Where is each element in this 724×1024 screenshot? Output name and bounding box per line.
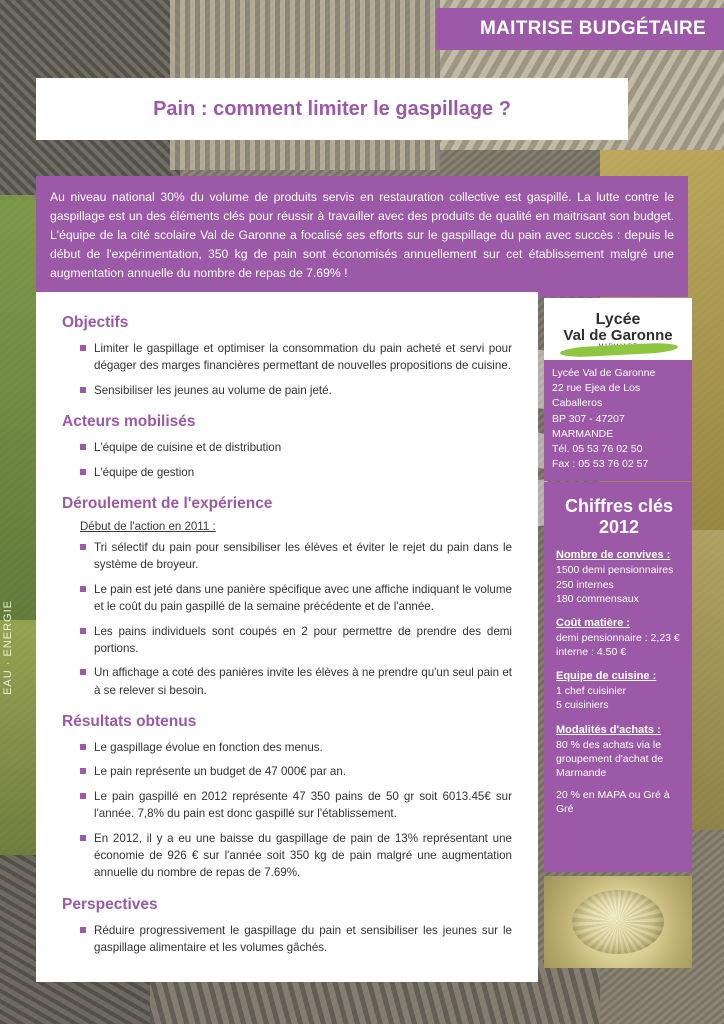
intro-paragraph: Au niveau national 30% du volume de produits servis en restauration collective est gaspillé. La lutte contre le gaspillage est un des éléments clés pour réussir à travailler avec des produits de qualité en maitrisant son budget. L'équipe de la cité scolaire Val de Garonne a focalisé ses efforts sur le gaspillage du pain avec succès : depuis le début de l'expérimentation, 350 kg de pain sont économisés annuellement sur cet établissement malgré une augmentation annuelle du nombre de repas de 7.69% !	[36, 176, 688, 297]
key-figures-title-line1: Chiffres clés	[564, 496, 674, 516]
page-title: Pain : comment limiter le gaspillage ?	[153, 97, 511, 120]
figure-line: 5 cuisiniers	[556, 699, 609, 712]
section-list	[62, 439, 512, 481]
section-subnote: Début de l'action en 2011 :	[80, 520, 216, 533]
list-item: Réduire progressivement le gaspillage du pain et sensibiliser les jeunes sur le gaspillage alimentaire et les volumes gâchés.	[80, 922, 512, 957]
figure-line: 1500 demi pensionnaires	[556, 564, 674, 577]
figure-group-convives	[556, 549, 682, 606]
figure-group-heading: Equipe de cuisine :	[556, 670, 657, 683]
figure-line: 1 chef cuisinier	[556, 685, 627, 698]
figure-group-heading: Modalités d'achats :	[556, 723, 661, 736]
section-list	[62, 539, 512, 699]
figure-line: 180 commensaux	[556, 592, 639, 605]
figure-group-equipe-cuisine	[556, 670, 682, 712]
address-name: Lycée Val de Garonne	[552, 367, 656, 379]
key-figures-card	[544, 482, 692, 872]
header-banner	[436, 8, 724, 50]
section-list	[62, 739, 512, 882]
logo-line-1: Lycée	[595, 310, 641, 328]
document-title-band	[36, 78, 628, 140]
section-heading: Déroulement de l'expérience	[62, 494, 273, 512]
list-item: L'équipe de cuisine et de distribution	[80, 439, 512, 456]
section-objectifs	[62, 314, 512, 399]
section-heading: Résultats obtenus	[62, 713, 197, 731]
list-item: Le pain gaspillé en 2012 représente 47 350 pains de 50 gr soit 6013.45€ sur l'année. 7,8% du pain est donc gaspillé sur l'établissement.	[80, 788, 512, 823]
address-tel: Tél. 05 53 76 02 50	[552, 443, 643, 456]
section-resultats	[62, 713, 512, 882]
list-item: Les pains individuels sont coupés en 2 pour permettre de prendre des demi portions.	[80, 623, 512, 658]
section-heading: Objectifs	[62, 314, 129, 331]
key-figures-title-line2: 2012	[598, 516, 640, 537]
address-city: MARMANDE	[552, 427, 614, 440]
list-item: Limiter le gaspillage et optimiser la consommation du pain acheté et servi pour dégager des marges financières permettant de nouvelles propositions de cuisine.	[80, 340, 512, 375]
section-deroulement	[62, 495, 512, 699]
figure-line: interne : 4.50 €	[556, 646, 627, 659]
list-item: Sensibiliser les jeunes au volume de pain jeté.	[80, 382, 512, 399]
figure-line: demi pensionnaire : 2,23 €	[556, 631, 680, 644]
section-list	[62, 340, 512, 399]
header-banner-title: MAITRISE BUDGÉTAIRE	[480, 18, 706, 39]
list-item: Un affichage a coté des panières invite les élèves à ne prendre qu'un seul pain et à se relever si besoin.	[80, 664, 512, 699]
key-figures-title	[556, 496, 682, 537]
figure-line: 80 % des achats via le groupement d'achat de Marmande	[556, 738, 664, 779]
list-item: Le pain représente un budget de 47 000€ par an.	[80, 763, 512, 780]
figure-group-heading: Coût matière :	[556, 616, 630, 629]
figure-line: 250 internes	[556, 578, 614, 591]
figure-group-heading: Nombre de convives :	[556, 549, 671, 562]
section-perspectives	[62, 896, 512, 957]
section-heading: Acteurs mobilisés	[62, 413, 196, 431]
section-acteurs	[62, 413, 512, 481]
main-content-panel	[36, 292, 538, 968]
section-heading: Perspectives	[62, 895, 158, 913]
address-bp: BP 307 - 47207	[552, 412, 625, 425]
list-item: Tri sélectif du pain pour sensibiliser les élèves et éviter le rejet du pain dans le système de broyeur.	[80, 539, 512, 574]
left-strip-label: EAU · ENERGIE	[2, 600, 14, 695]
address-fax: Fax : 05 53 76 02 57	[552, 458, 649, 471]
list-item: Le gaspillage évolue en fonction des menus.	[80, 739, 512, 756]
section-list	[62, 922, 512, 957]
figure-line: 20 % en MAPA ou Gré à Gré	[556, 789, 670, 816]
list-item: En 2012, il y a eu une baisse du gaspillage de pain de 13% représentant une économie de 926 € sur l'année soit 350 kg de pain malgré une augmentation annuelle du nombre de repas de 7.69%.	[80, 830, 512, 882]
figure-group-modalites-achats	[556, 724, 682, 817]
list-item: Le pain est jeté dans une panière spécifique avec une affiche indiquant le volume et le coût du pain gaspillé de la semaine précédente et de l'année.	[80, 581, 512, 616]
melon-photo	[544, 876, 692, 968]
panel-bottom-strip	[36, 968, 538, 982]
figure-group-cout-matiere	[556, 617, 682, 659]
address-street: 22 rue Ejea de Los Caballeros	[552, 382, 641, 410]
address-card	[544, 360, 692, 481]
logo-line-2: Val de Garonne	[563, 326, 673, 344]
list-item: L'équipe de gestion	[80, 464, 512, 481]
